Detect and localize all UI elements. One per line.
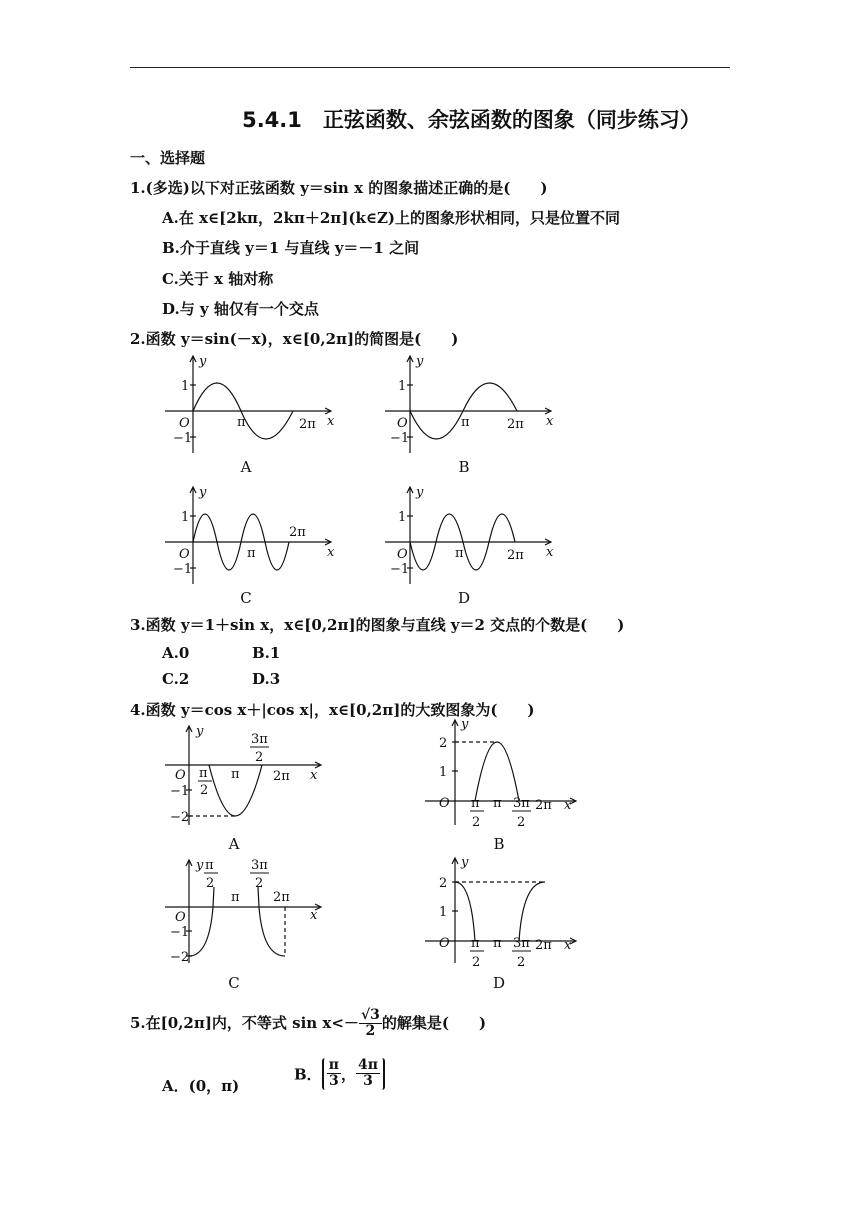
svg-text:2π: 2π bbox=[535, 798, 552, 813]
question-3-option-a: A.0 bbox=[162, 644, 190, 662]
svg-text:3π: 3π bbox=[251, 858, 268, 873]
svg-text:1: 1 bbox=[439, 905, 448, 920]
svg-text:π: π bbox=[205, 858, 214, 873]
svg-text:x: x bbox=[564, 938, 572, 953]
svg-text:x: x bbox=[564, 798, 572, 813]
q4-graph-d bbox=[425, 853, 595, 973]
svg-text:2π: 2π bbox=[507, 548, 524, 563]
svg-text:O: O bbox=[397, 416, 408, 431]
q5-b-den-2: 3 bbox=[363, 1073, 373, 1090]
svg-text:2: 2 bbox=[472, 815, 481, 830]
svg-text:O: O bbox=[439, 796, 450, 811]
svg-text:y: y bbox=[416, 485, 424, 500]
svg-text:2π: 2π bbox=[535, 938, 552, 953]
svg-text:O: O bbox=[175, 910, 186, 925]
svg-text:2: 2 bbox=[255, 750, 264, 765]
svg-text:3π: 3π bbox=[513, 936, 530, 951]
svg-text:O: O bbox=[179, 547, 190, 562]
svg-text:π: π bbox=[461, 415, 470, 430]
svg-text:π: π bbox=[231, 767, 240, 782]
question-3-option-b: B.1 bbox=[252, 644, 281, 662]
svg-text:1: 1 bbox=[181, 510, 190, 525]
q5-fraction bbox=[359, 1008, 382, 1040]
q5-b-sep: ， bbox=[340, 1065, 356, 1084]
svg-text:2π: 2π bbox=[299, 417, 316, 432]
svg-text:2: 2 bbox=[517, 815, 526, 830]
q2-label-c: C bbox=[240, 589, 252, 607]
question-5-option-a: A．(0，π) bbox=[162, 1077, 240, 1095]
svg-text:O: O bbox=[439, 936, 450, 951]
svg-text:π: π bbox=[231, 890, 240, 905]
svg-text:π: π bbox=[247, 546, 256, 561]
svg-text:y: y bbox=[199, 485, 207, 500]
q2-graph-d bbox=[385, 484, 565, 589]
svg-text:1: 1 bbox=[398, 510, 407, 525]
question-5-stem bbox=[130, 1008, 486, 1040]
svg-text:O: O bbox=[397, 547, 408, 562]
question-3-option-d: D.3 bbox=[252, 670, 281, 688]
q4c-curve-left bbox=[189, 887, 214, 956]
question-3-option-c: C.2 bbox=[162, 670, 190, 688]
q4-graph-a bbox=[165, 725, 335, 830]
q5-b-den-1: 3 bbox=[328, 1073, 339, 1090]
question-4-stem: 4.函数 y＝cos x＋|cos x|，x∈[0,2π]的大致图象为( ) bbox=[130, 701, 535, 719]
svg-text:−2: −2 bbox=[170, 950, 190, 965]
svg-text:2π: 2π bbox=[273, 769, 290, 784]
svg-text:π: π bbox=[471, 936, 480, 951]
svg-text:π: π bbox=[493, 936, 502, 951]
question-3-stem: 3.函数 y＝1＋sin x，x∈[0,2π]的图象与直线 y＝2 交点的个数是( ) bbox=[130, 616, 625, 634]
svg-text:−1: −1 bbox=[173, 431, 193, 446]
q5-stem-post: 的解集是( ) bbox=[381, 1013, 487, 1032]
svg-text:x: x bbox=[546, 545, 554, 560]
q5-frac-num: √3 bbox=[360, 1007, 380, 1023]
svg-text:2: 2 bbox=[439, 736, 448, 751]
svg-text:1: 1 bbox=[181, 379, 190, 394]
q4-label-d: D bbox=[492, 974, 506, 992]
q2-label-d: D bbox=[457, 589, 471, 607]
q4-graph-b bbox=[425, 715, 595, 835]
svg-text:π: π bbox=[199, 766, 208, 781]
q5-b-frac-1 bbox=[327, 1058, 341, 1090]
svg-text:x: x bbox=[310, 768, 318, 783]
question-1-option-c: C.关于 x 轴对称 bbox=[162, 270, 274, 288]
svg-text:y: y bbox=[196, 724, 204, 739]
svg-text:2π: 2π bbox=[289, 525, 306, 540]
svg-text:2π: 2π bbox=[507, 417, 524, 432]
q2-graph-b bbox=[385, 353, 565, 458]
q4b-curve bbox=[475, 742, 519, 801]
svg-text:−1: −1 bbox=[170, 925, 190, 940]
q2-graph-c bbox=[165, 484, 345, 589]
q4-graph-c bbox=[165, 857, 335, 967]
svg-text:y: y bbox=[199, 354, 207, 369]
q2-graph-a bbox=[165, 353, 345, 458]
svg-text:2: 2 bbox=[517, 955, 526, 970]
q5-stem-pre: 5.在[0,2π]内，不等式 sin x<－ bbox=[130, 1013, 359, 1032]
svg-text:−1: −1 bbox=[170, 784, 190, 799]
page-title: 5.4.1 正弦函数、余弦函数的图象（同步练习） bbox=[242, 108, 701, 132]
svg-text:−1: −1 bbox=[173, 562, 193, 577]
svg-text:2π: 2π bbox=[273, 890, 290, 905]
q5-frac-den: 2 bbox=[365, 1023, 376, 1040]
svg-text:2: 2 bbox=[255, 876, 264, 891]
svg-text:−1: −1 bbox=[390, 431, 410, 446]
svg-text:2: 2 bbox=[200, 783, 209, 798]
svg-text:π: π bbox=[455, 546, 464, 561]
svg-text:y: y bbox=[196, 858, 204, 873]
svg-text:y: y bbox=[461, 855, 469, 870]
svg-text:x: x bbox=[310, 908, 318, 923]
q4-label-c: C bbox=[228, 974, 240, 992]
header-rule bbox=[130, 67, 730, 68]
svg-text:3π: 3π bbox=[251, 732, 268, 747]
question-1-option-d: D.与 y 轴仅有一个交点 bbox=[162, 300, 319, 318]
q5-b-interval bbox=[322, 1058, 385, 1090]
q5-b-num-1: π bbox=[328, 1057, 339, 1073]
svg-text:x: x bbox=[546, 414, 554, 429]
svg-text:π: π bbox=[493, 796, 502, 811]
q2-label-b: B bbox=[458, 458, 470, 476]
svg-text:3π: 3π bbox=[513, 796, 530, 811]
svg-text:x: x bbox=[327, 414, 335, 429]
svg-text:−2: −2 bbox=[170, 810, 190, 825]
section-heading: 一、选择题 bbox=[130, 149, 206, 167]
question-1-option-b: B.介于直线 y＝1 与直线 y＝－1 之间 bbox=[162, 239, 420, 257]
svg-text:π: π bbox=[471, 796, 480, 811]
q4d-curve-right bbox=[519, 882, 545, 941]
svg-text:O: O bbox=[175, 768, 186, 783]
q2-label-a: A bbox=[240, 458, 252, 476]
svg-text:2: 2 bbox=[472, 955, 481, 970]
svg-text:y: y bbox=[416, 354, 424, 369]
question-2-stem: 2.函数 y＝sin(－x)，x∈[0,2π]的简图是( ) bbox=[130, 330, 459, 348]
svg-text:1: 1 bbox=[398, 379, 407, 394]
svg-text:2: 2 bbox=[439, 876, 448, 891]
question-1-stem: 1.(多选)以下对正弦函数 y＝sin x 的图象描述正确的是( ) bbox=[130, 179, 548, 197]
svg-text:y: y bbox=[461, 717, 469, 732]
svg-text:π: π bbox=[237, 415, 246, 430]
question-5-option-b bbox=[294, 1058, 385, 1090]
svg-text:1: 1 bbox=[439, 765, 448, 780]
question-1-option-a: A.在 x∈[2kπ，2kπ＋2π](k∈Z)上的图象形状相同，只是位置不同 bbox=[162, 209, 620, 227]
svg-text:−1: −1 bbox=[390, 562, 410, 577]
q5-b-prefix: B． bbox=[294, 1065, 322, 1084]
q4-label-a: A bbox=[228, 835, 240, 853]
svg-text:O: O bbox=[179, 416, 190, 431]
svg-text:2: 2 bbox=[206, 876, 215, 891]
q4-label-b: B bbox=[493, 835, 505, 853]
q5-b-num-2: 4π bbox=[357, 1057, 378, 1073]
q5-b-frac-2 bbox=[356, 1058, 380, 1090]
svg-text:x: x bbox=[327, 545, 335, 560]
